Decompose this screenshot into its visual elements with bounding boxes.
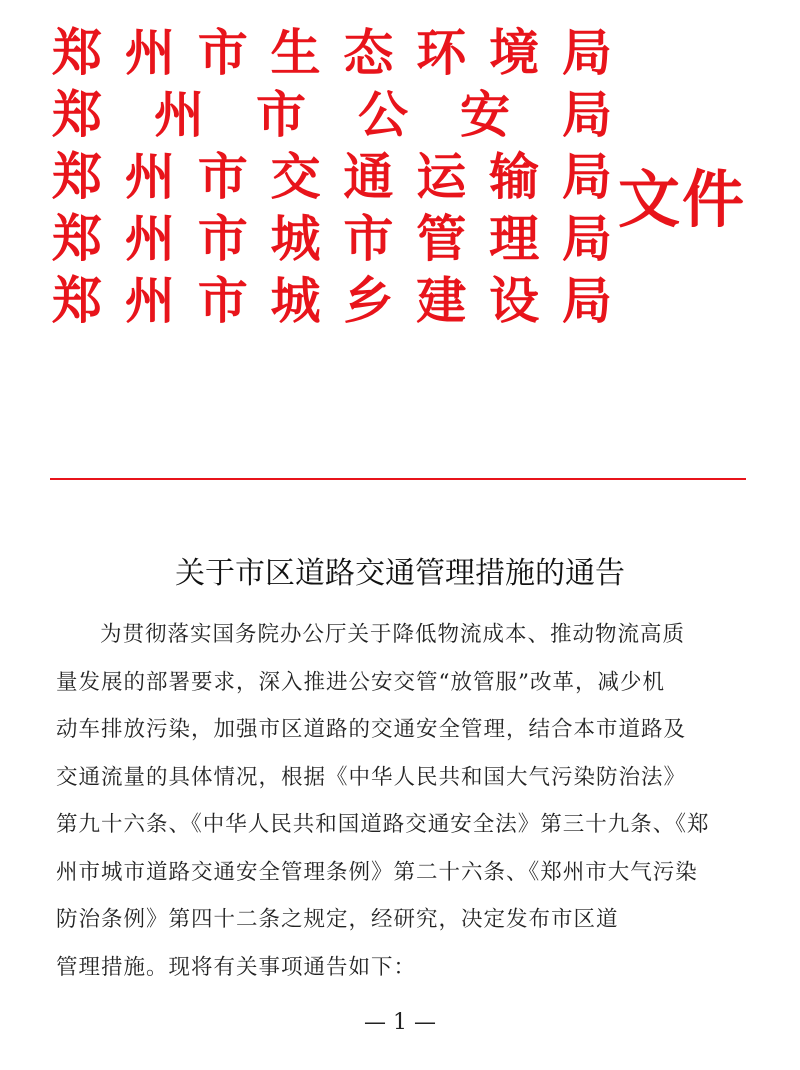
body-line: 第九十六条、《中华人民共和国道路交通安全法》第三十九条、《郑 [56, 812, 710, 837]
issuer-line-city-management: 郑 州 市 城 市 管 理 局 [52, 210, 612, 268]
body-line: 交通流量的具体情况，根据《中华人民共和国大气污染防治法》 [56, 764, 687, 790]
body-line: 防治条例》第四十二条之规定，经研究，决定发布市区道 [56, 907, 619, 932]
issuer-line-public-security: 郑 州 市 公 安 局 [52, 86, 612, 144]
issuer-line-environment: 郑 州 市 生 态 环 境 局 [52, 24, 612, 82]
document-suffix: 文件 [618, 163, 747, 236]
body-line: 为贯彻落实国务院办公厅关于降低物流成本、推动物流高质 [100, 622, 686, 647]
body-line: 量发展的部署要求，深入推进公安交管“放管服”改革，减少机 [56, 669, 665, 695]
document-body [56, 615, 746, 995]
body-line: 管理措施。现将有关事项通告如下： [56, 954, 417, 980]
red-header [52, 22, 752, 342]
issuing-authorities [52, 22, 612, 332]
document-title: 关于市区道路交通管理措施的通告 [175, 556, 625, 591]
issuer-line-transport: 郑 州 市 交 通 运 输 局 [52, 148, 612, 206]
body-line: 州市城市道路交通安全管理条例》第二十六条、《郑州市大气污染 [56, 859, 698, 885]
page-number: — 1 — [364, 1010, 436, 1035]
red-divider-line [50, 478, 746, 480]
issuer-line-urban-rural-construction: 郑 州 市 城 乡 建 设 局 [52, 272, 612, 330]
body-line: 动车排放污染，加强市区道路的交通安全管理，结合本市道路及 [56, 717, 687, 742]
